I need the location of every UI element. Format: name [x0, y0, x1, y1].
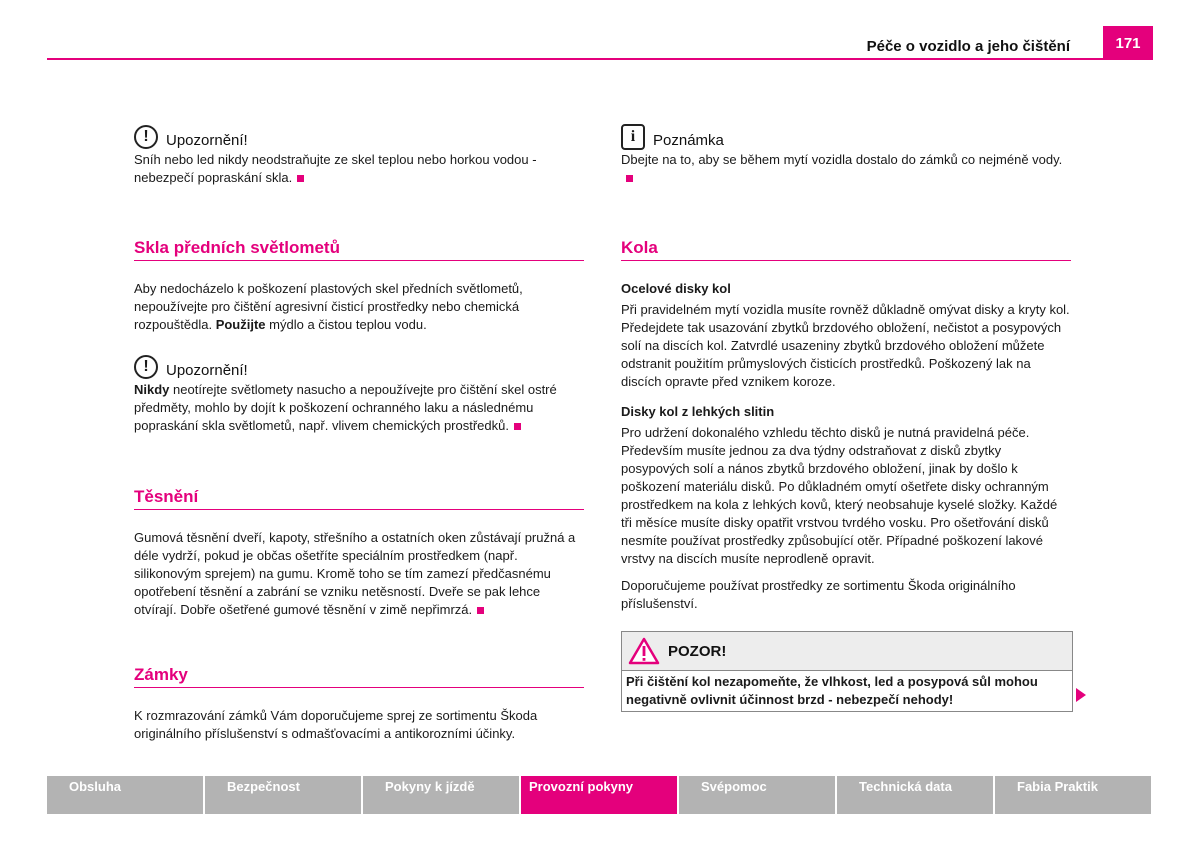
exclamation-icon: !	[134, 355, 158, 379]
nav-tab-fabia-praktik[interactable]: Fabia Praktik	[995, 776, 1151, 814]
section-locks	[134, 666, 584, 743]
warning-glass	[134, 124, 584, 187]
warning-headlights	[134, 354, 584, 435]
caution-text: Při čištění kol nezapomeňte, že vlhkost, led a posypová sůl mohou negativně ovlivnit účinnost brzd - nebezpečí nehody!	[626, 674, 1038, 707]
info-icon: i	[621, 124, 645, 150]
nav-tab-obsluha[interactable]: Obsluha	[47, 776, 203, 814]
paragraph-text: Doporučujeme používat prostředky ze sortimentu Škoda originálního příslušenství.	[621, 578, 1016, 611]
header-rule	[47, 58, 1153, 60]
nav-tab-provozni-pokyny[interactable]: Provozní pokyny	[521, 776, 677, 814]
note-locks	[621, 124, 1071, 187]
paragraph-text: K rozmrazování zámků Vám doporučujeme sprej ze sortimentu Škoda originálního příslušenství s odmašťovacími a antikorozními účinky.	[134, 708, 538, 741]
subheading-steel: Ocelové disky kol	[621, 281, 731, 296]
note-title: Poznámka	[653, 132, 724, 149]
paragraph-text: mýdlo a čistou teplou vodu.	[269, 317, 427, 332]
paragraph-text: Aby nedocházelo k poškození plastových skel předních světlometů, nepoužívejte pro čištění agresivní čisticí prostředky nebo chemická rozpouštědla.	[134, 281, 523, 332]
continue-arrow-icon	[1076, 688, 1086, 702]
paragraph-text: Při pravidelném mytí vozidla musíte rovněž důkladně omývat disky a kryty kol. Předejdete tak usazování zbytků brzdového obložení, nečistot a posypových solí na discích kol. Zatvrdlé usazeniny zbytků brzdového obložení můžete odstranit použitím průmyslových čisticích prostředků. Poškozený lak na discích opravte před vznikem koroze.	[621, 302, 1070, 389]
subheading-alloy: Disky kol z lehkých slitin	[621, 404, 775, 419]
end-of-section-mark	[297, 175, 304, 182]
end-of-section-mark	[514, 423, 521, 430]
nav-tab-technicka-data[interactable]: Technická data	[837, 776, 993, 814]
warning-title: Upozornění!	[166, 362, 248, 379]
section-seals	[134, 488, 584, 619]
bold-text: Použijte	[215, 317, 266, 332]
paragraph-text: Pro udržení dokonalého vzhledu těchto disků je nutná pravidelná péče. Především musíte jednou za dva týdny odstraňovat z disků zbytky posypových solí a nános zbytků brzdového obložení, jinak by došlo k poškození materiálu disků. Po důkladném omytí ošetřete disky ochranným prostředkem na kola z lehkých kovů, který neobsahuje kyselé složky. Každé tři měsíce musíte disky opatřit vrstvou tvrdého vosku. Pro ošetřování disků nesmíte používat prostředky způsobující otěr. Případné poškození lakové vrstvy na discích musíte neprodleně opravit.	[621, 425, 1058, 566]
section-heading: Skla předních světlometů	[134, 239, 584, 261]
warning-text: neotírejte světlomety nasucho a nepoužívejte pro čištění skel ostré předměty, mohlo by dojít k poškození ochranného laku a následnému popraskání skla světlometů, např. vlivem chemických prostředků.	[134, 382, 557, 433]
paragraph-text: Gumová těsnění dveří, kapoty, střešního a ostatních oken zůstávají pružná a déle vydrží, pokud je občas ošetříte speciálním prostředkem (např. silikonovým sprejem) na gumu. Kromě toho se tím zamezí předčasnému opotřebení těsnění a zabrání se vzniku netěsností. Dveře se pak lehce otvírají. Dobře ošetřené gumové těsnění v zimě nepřimrzá.	[134, 530, 576, 617]
page-number-badge: 171	[1103, 26, 1153, 60]
warning-title: Upozornění!	[166, 132, 248, 149]
end-of-section-mark	[626, 175, 633, 182]
section-headlights	[134, 239, 584, 334]
nav-tab-pokyny-k-jizde[interactable]: Pokyny k jízdě	[363, 776, 519, 814]
running-header-title: Péče o vozidlo a jeho čištění	[866, 38, 1070, 55]
chapter-nav	[47, 776, 1151, 814]
section-heading: Kola	[621, 239, 1071, 261]
note-text: Dbejte na to, aby se během mytí vozidla dostalo do zámků co nejméně vody.	[621, 152, 1063, 167]
section-heading: Zámky	[134, 666, 584, 688]
warning-text: Sníh nebo led nikdy neodstraňujte ze skel teplou nebo horkou vodou - nebezpečí popraskání skla.	[134, 152, 537, 185]
section-wheels	[621, 239, 1071, 613]
caution-title: POZOR!	[668, 642, 727, 660]
caution-box	[621, 631, 1073, 712]
end-of-section-mark	[477, 607, 484, 614]
section-heading: Těsnění	[134, 488, 584, 510]
warning-triangle-icon	[628, 637, 660, 665]
exclamation-icon: !	[134, 125, 158, 149]
bold-text: Nikdy	[134, 382, 170, 397]
nav-tab-bezpecnost[interactable]: Bezpečnost	[205, 776, 361, 814]
nav-tab-svepomoc[interactable]: Svépomoc	[679, 776, 835, 814]
